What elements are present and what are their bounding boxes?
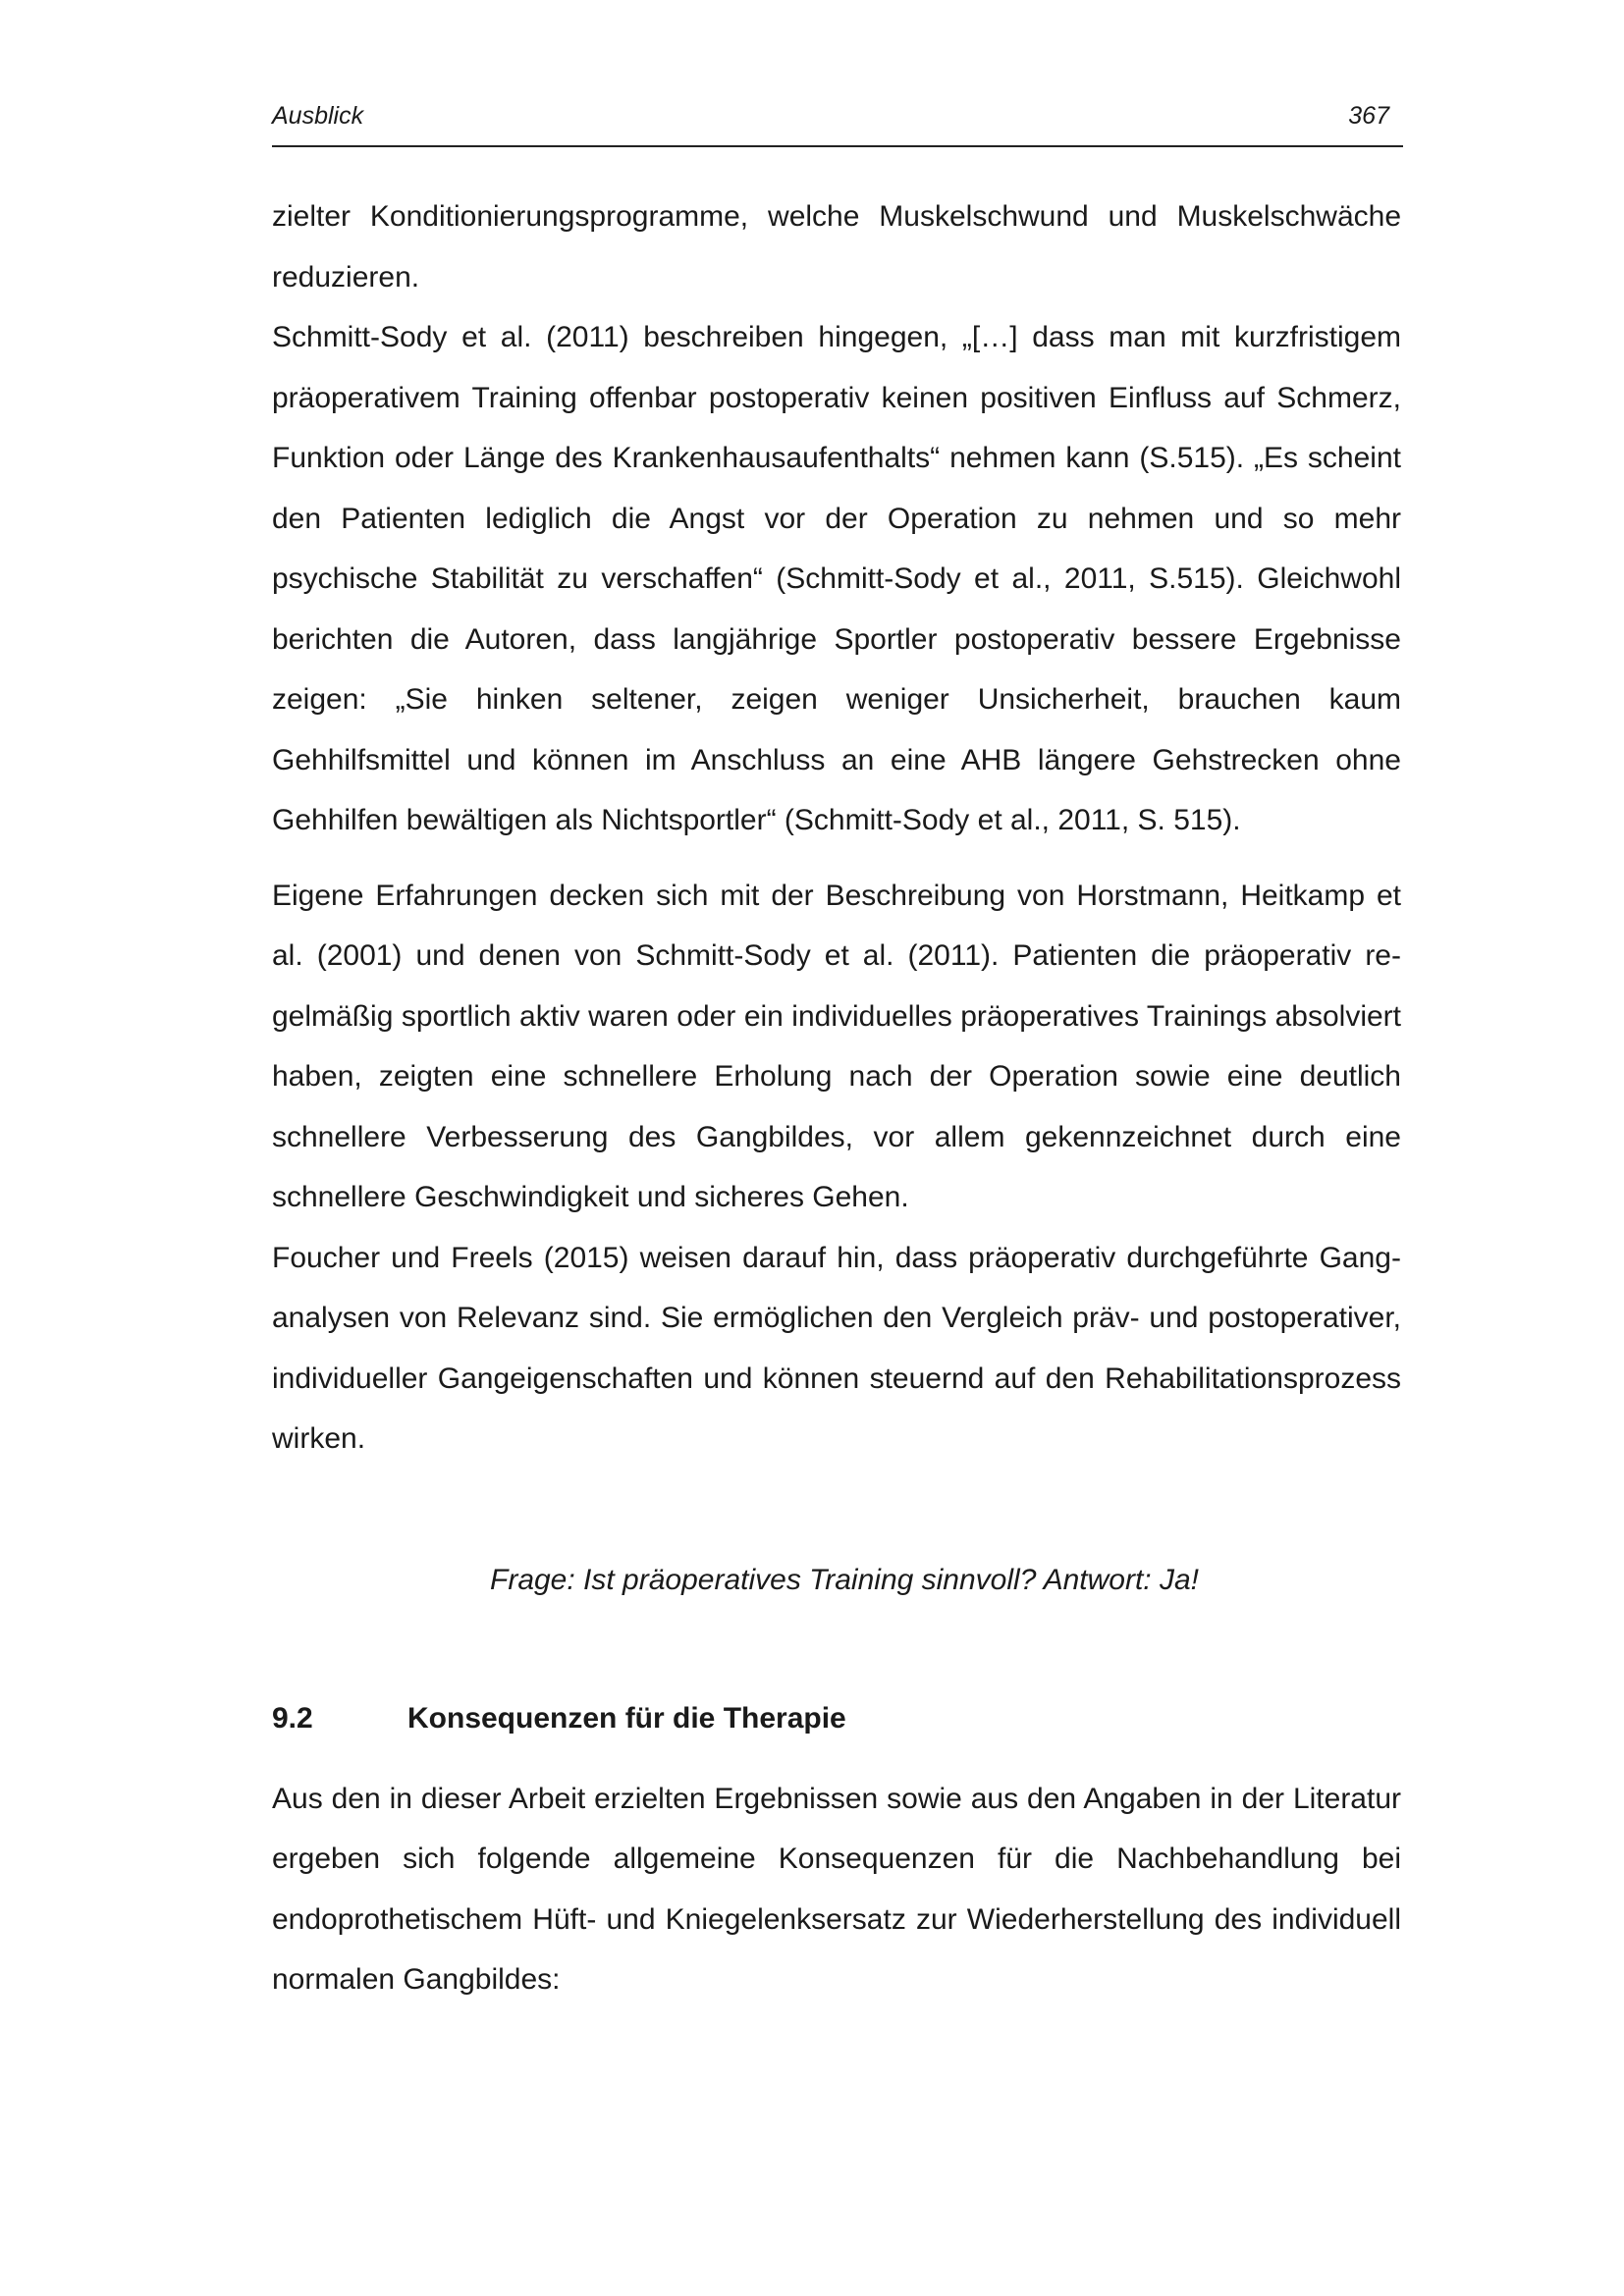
chapter-title: Ausblick — [272, 102, 364, 130]
paragraph: Aus den in dieser Arbeit erzielten Ergebnissen sowie aus den Angaben in der Literatur ergeben sich folgende allgemeine Konsequenzen für die Nachbehandlung bei endoprothetischem Hüft- und Kniegelenksersatz zur Wiederherstellung des individuell normalen Gangbildes: — [272, 1782, 1401, 1996]
section-heading — [272, 1688, 1401, 1749]
paragraph: Foucher und Freels (2015) weisen darauf hin, dass präoperativ durchgeführte Ganganalysen von Relevanz sind. Sie ermöglichen den Vergleich präv- und postoperativer, individueller Gangeigenschaften und können steuernd auf den Rehabilitationsprozess wirken. — [272, 1241, 1401, 1455]
question-line: Frage: Ist präoperatives Training sinnvoll? Antwort: Ja! — [490, 1563, 1199, 1596]
paragraph: zielter Konditionierungsprogramme, welche Muskelschwund und Muskelschwäche reduzieren. — [272, 200, 1401, 294]
paragraph: Eigene Erfahrungen decken sich mit der Beschreibung von Horstmann, Heitkamp et al. (2001) und denen von Schmitt-Sody et al. (2011). Patienten die präoperativ regelmäßig sportlich aktiv waren oder ein individuelles präoperatives Trainings absolviert haben, zeigten eine schnellere Erholung nach der Operation sowie eine deutlich schnellere Verbesserung des Gangbildes, vor allem gekennzeichnet durch eine schnellere Geschwindigkeit und sicheres Gehen. — [272, 879, 1401, 1213]
page-number: 367 — [1348, 102, 1389, 130]
paragraph: Schmitt-Sody et al. (2011) beschreiben hingegen, „[…] dass man mit kurzfristigem präoperativem Training offenbar postoperativ keinen positiven Einfluss auf Schmerz, Funktion oder Länge des Krankenhausaufenthalts“ nehmen kann (S.515). „Es scheint den Patienten lediglich die Angst vor der Operation zu nehmen und so mehr psychische Stabilität zu verschaffen“ (Schmitt-Sody et al., 2011, S.515). Gleichwohl berichten die Autoren, dass langjährige Sportler postoperativ bessere Ergebnisse zeigen: „Sie hinken seltener, zeigen weniger Unsicherheit, brauchen kaum Gehhilfsmittel und können im Anschluss an eine AHB längere Gehstrecken ohne Gehhilfen bewältigen als Nichtsportler“ (Schmitt-Sody et al., 2011, S. 515). — [272, 321, 1401, 836]
page-body — [272, 187, 1401, 2010]
running-header — [272, 98, 1403, 147]
section-title: Konsequenzen für die Therapie — [407, 1702, 846, 1735]
section-number: 9.2 — [272, 1702, 313, 1735]
